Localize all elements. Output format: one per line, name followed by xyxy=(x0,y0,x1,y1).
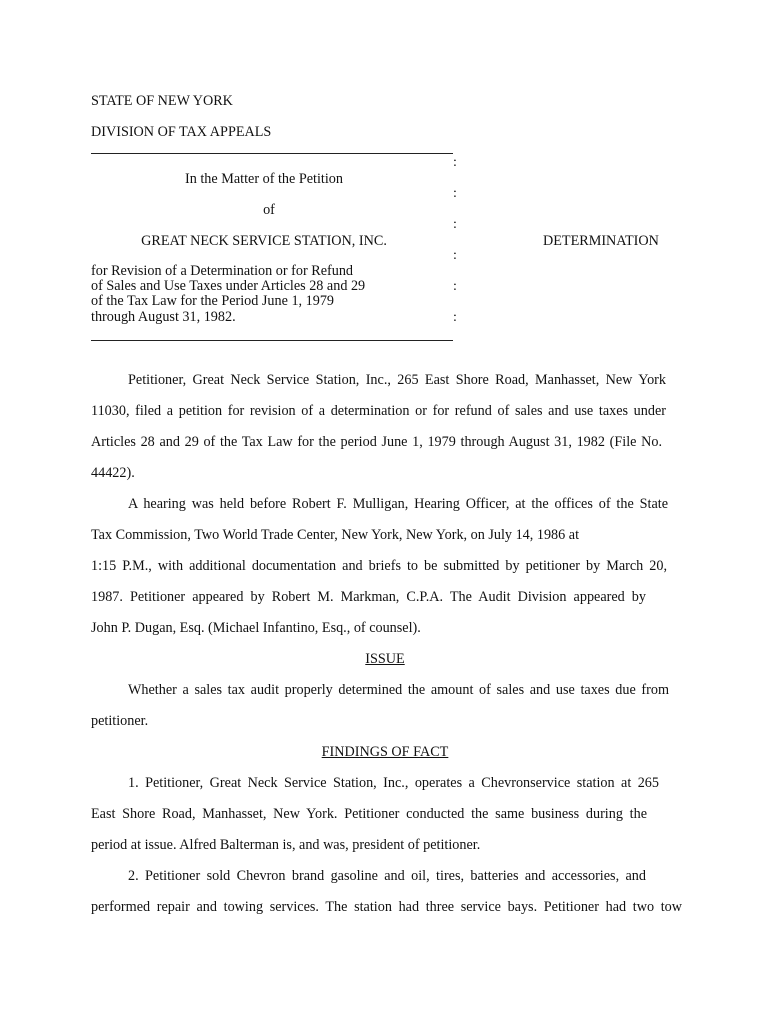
caption-matter: In the Matter of the Petition xyxy=(185,171,343,187)
caption-purpose-line: for Revision of a Determination or for Refund xyxy=(91,263,354,279)
paragraph-line: John P. Dugan, Esq. (Michael Infantino, Esq., of counsel). xyxy=(91,620,421,636)
paragraph-line: Articles 28 and 29 of the Tax Law for the period June 1, 1979 through August 31, 1982 (File No. xyxy=(91,434,662,450)
paragraph-line: 1987. Petitioner appeared by Robert M. Markman, C.P.A. The Audit Division appeared by xyxy=(91,589,646,605)
caption-colon: : xyxy=(453,310,457,325)
state-heading: STATE OF NEW YORK xyxy=(91,93,233,109)
paragraph-line: petitioner. xyxy=(91,713,149,729)
caption-colon: : xyxy=(453,217,457,232)
paragraph-line: period at issue. Alfred Balterman is, and was, president of petitioner. xyxy=(91,837,481,853)
caption-colon: : xyxy=(453,248,457,263)
caption-purpose-line: of the Tax Law for the Period June 1, 1979 xyxy=(91,293,335,309)
caption-purpose-line: through August 31, 1982. xyxy=(91,309,236,325)
paragraph-line: 11030, filed a petition for revision of a determination or for refund of sales and use taxes under xyxy=(91,403,666,419)
paragraph-line: Tax Commission, Two World Trade Center, New York, New York, on July 14, 1986 at xyxy=(91,527,580,543)
paragraph-line: 2. Petitioner sold Chevron brand gasoline and oil, tires, batteries and accessories, and xyxy=(128,868,646,884)
document-type-label: DETERMINATION xyxy=(543,233,659,249)
caption-of: of xyxy=(263,202,275,218)
caption-colon: : xyxy=(453,279,457,294)
paragraph-line: A hearing was held before Robert F. Mulligan, Hearing Officer, at the offices of the State xyxy=(128,496,668,512)
caption-colon: : xyxy=(453,186,457,201)
findings-heading: FINDINGS OF FACT xyxy=(321,744,449,760)
caption-purpose-line: of Sales and Use Taxes under Articles 28 and 29 xyxy=(91,278,366,294)
paragraph-line: 44422). xyxy=(91,465,135,481)
caption-bottom-rule xyxy=(91,340,453,341)
paragraph-line: performed repair and towing services. The station had three service bays. Petitioner had two tow xyxy=(91,899,682,915)
division-heading: DIVISION OF TAX APPEALS xyxy=(91,124,272,140)
caption-top-rule xyxy=(91,153,453,154)
paragraph-line: East Shore Road, Manhasset, New York. Petitioner conducted the same business during the xyxy=(91,806,647,822)
paragraph-line: Whether a sales tax audit properly determined the amount of sales and use taxes due from xyxy=(128,682,669,698)
caption-colon: : xyxy=(453,155,457,170)
issue-heading: ISSUE xyxy=(365,651,405,667)
caption-petitioner-name: GREAT NECK SERVICE STATION, INC. xyxy=(141,233,387,249)
paragraph-line: Petitioner, Great Neck Service Station, Inc., 265 East Shore Road, Manhasset, New York xyxy=(128,372,666,388)
paragraph-line: 1. Petitioner, Great Neck Service Station, Inc., operates a Chevronservice station at 265 xyxy=(128,775,659,791)
paragraph-line: 1:15 P.M., with additional documentation and briefs to be submitted by petitioner by March 20, xyxy=(91,558,667,574)
